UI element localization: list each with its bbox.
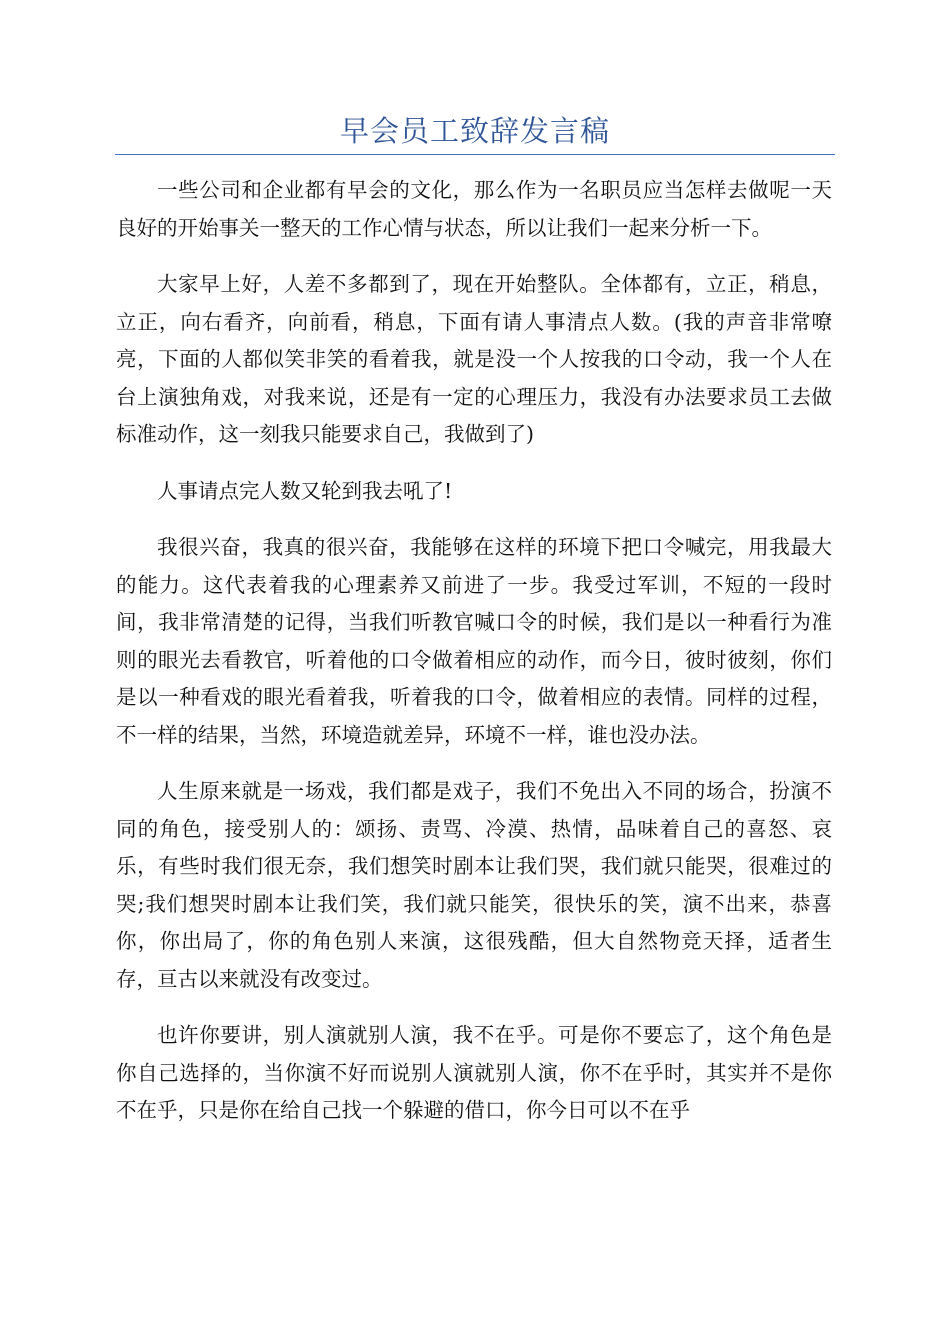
paragraph-excited: 我很兴奋，我真的很兴奋，我能够在这样的环境下把口令喊完，用我最大的能力。这代表着我的心理素养又前进了一步。我受过军训，不短的一段时间，我非常清楚的记得，当我们听教官喊口令的时候，我们是以一种看行为准则的眼光去看教官，听着他的口令做着相应的动作，而今日，彼时彼刻，你们是以一种看戏的眼光看着我，听着我的口令，做着相应的表情。同样的过程，不一样的结果，当然，环境造就差异，环境不一样，谁也没办法。	[116, 535, 832, 747]
paragraph-count: 人事请点完人数又轮到我去吼了!	[157, 478, 453, 503]
paragraph-intro: 一些公司和企业都有早会的文化，那么作为一名职员应当怎样去做呢一天良好的开始事关一整天的工作心情与状态，所以让我们一起来分析一下。	[116, 178, 832, 240]
paragraph-greeting: 大家早上好，人差不多都到了，现在开始整队。全体都有，立正，稍息，立正，向右看齐，向前看，稍息，下面有请人事清点人数。(我的声音非常嘹亮，下面的人都似笑非笑的看着我，就是没一个人按我的口令动，我一个人在台上演独角戏，对我来说，还是有一定的心理压力，我没有办法要求员工去做标准动作，这一刻我只能要求自己，我做到了)	[116, 272, 832, 446]
title-underline	[115, 154, 835, 155]
document-title: 早会员工致辞发言稿	[339, 114, 610, 148]
document-body	[116, 172, 832, 1149]
paragraph-life-drama: 人生原来就是一场戏，我们都是戏子，我们不免出入不同的场合，扮演不同的角色，接受别人的：颂扬、责骂、冷漠、热情，品味着自己的喜怒、哀乐，有些时我们很无奈，我们想笑时剧本让我们哭，我们就只能哭，很难过的哭;我们想哭时剧本让我们笑，我们就只能笑，很快乐的笑，演不出来，恭喜你，你出局了，你的角色别人来演，这很残酷，但大自然物竞天择，适者生存，亘古以来就没有改变过。	[116, 779, 832, 991]
paragraph-dont-care: 也许你要讲，别人演就别人演，我不在乎。可是你不要忘了，这个角色是你自己选择的，当你演不好而说别人演就别人演，你不在乎时，其实并不是你不在乎，只是你在给自己找一个躲避的借口，你今日可以不在乎	[116, 1023, 832, 1122]
